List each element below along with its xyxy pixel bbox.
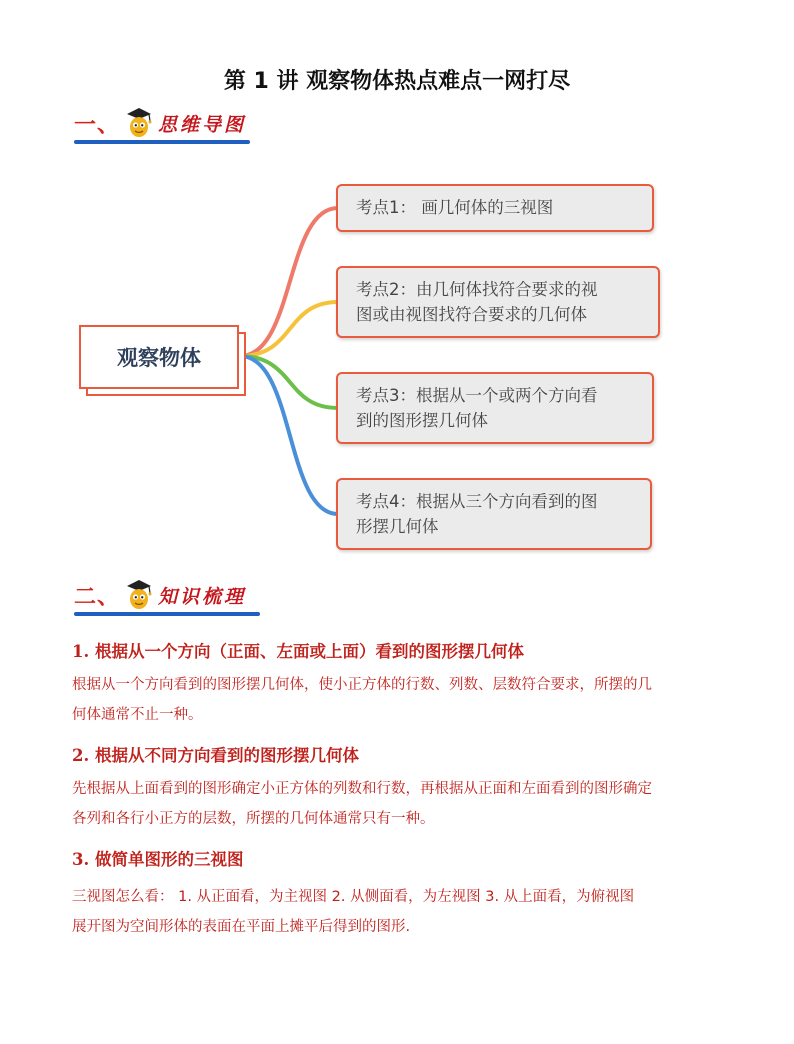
mind-map-node-3 bbox=[336, 372, 654, 444]
section-underline bbox=[74, 612, 260, 616]
node-line: 考点4：根据从三个方向看到的图 bbox=[356, 492, 598, 511]
section-number: 一、 bbox=[74, 111, 121, 138]
section-label: 思维导图 bbox=[158, 113, 247, 136]
node-line: 到的图形摆几何体 bbox=[356, 411, 488, 430]
mind-map-root: 观察物体 bbox=[79, 325, 239, 389]
knowledge-heading-2: 2. 根据从不同方向看到的图形摆几何体 bbox=[72, 746, 359, 765]
knowledge-heading-3: 3. 做简单图形的三视图 bbox=[72, 850, 244, 869]
body-line: 三视图怎么看： 1. 从正面看，为主视图 2. 从侧面看，为左视图 3. 从上面看，为俯视图 bbox=[72, 889, 635, 905]
body-line: 各列和各行小正方的层数，所摆的几何体通常只有一种。 bbox=[72, 811, 435, 827]
mind-map-node-2 bbox=[336, 266, 660, 338]
knowledge-body-3 bbox=[72, 882, 722, 942]
body-line: 先根据从上面看到的图形确定小正方体的列数和行数，再根据从正面和左面看到的图形确定 bbox=[72, 781, 652, 797]
graduate-mascot-icon bbox=[123, 578, 155, 612]
node-line: 考点2：由几何体找符合要求的视 bbox=[356, 280, 598, 299]
section-number: 二、 bbox=[74, 583, 121, 610]
node-line: 考点1： 画几何体的三视图 bbox=[356, 198, 554, 217]
node-line: 考点3：根据从一个或两个方向看 bbox=[356, 386, 598, 405]
knowledge-heading-1: 1. 根据从一个方向（正面、左面或上面）看到的图形摆几何体 bbox=[72, 642, 524, 661]
mind-map-node-1 bbox=[336, 184, 654, 232]
body-line: 根据从一个方向看到的图形摆几何体，使小正方体的行数、列数、层数符合要求，所摆的几 bbox=[72, 677, 652, 693]
body-line: 展开图为空间形体的表面在平面上摊平后得到的图形. bbox=[72, 919, 411, 935]
node-line: 图或由视图找符合要求的几何体 bbox=[356, 305, 587, 324]
page-title: 第 1 讲 观察物体热点难点一网打尽 bbox=[223, 69, 571, 94]
node-line: 形摆几何体 bbox=[356, 517, 439, 536]
section-banner-knowledge bbox=[74, 578, 246, 612]
knowledge-body-1 bbox=[72, 670, 722, 730]
mind-map-node-4 bbox=[336, 478, 652, 550]
section-label: 知识梳理 bbox=[158, 585, 247, 608]
knowledge-body-2 bbox=[72, 774, 722, 834]
body-line: 何体通常不止一种。 bbox=[72, 707, 203, 723]
